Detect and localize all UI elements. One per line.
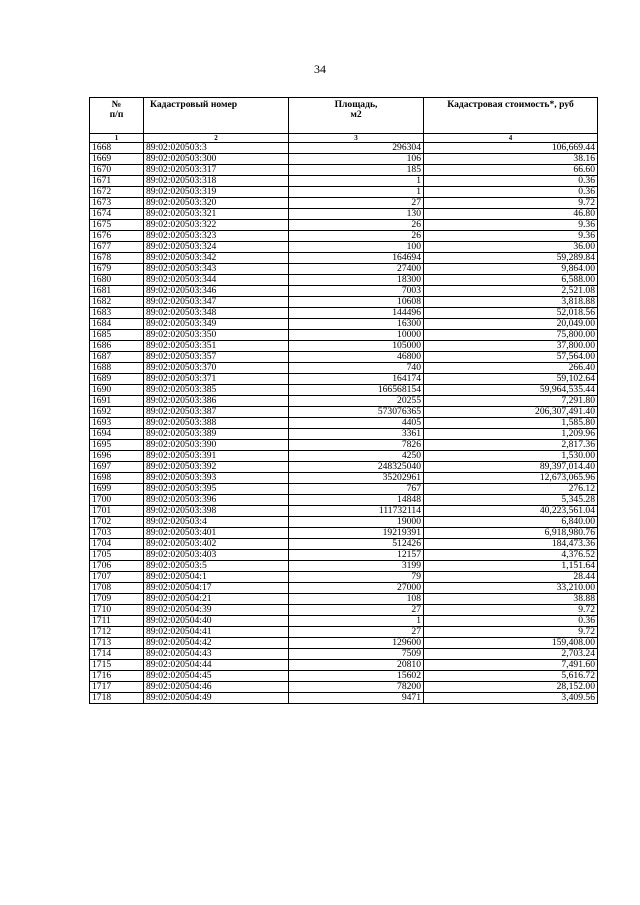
area-value: 35202961 <box>289 473 424 484</box>
table-row <box>90 638 598 649</box>
table-row <box>90 143 598 154</box>
area-value: 248325040 <box>289 462 424 473</box>
area-value: 78200 <box>289 682 424 693</box>
table-row <box>90 616 598 627</box>
cadastral-number: 89:02:020503:346 <box>144 286 289 297</box>
cadastral-number: 89:02:020504:49 <box>144 693 289 704</box>
cadastral-number: 89:02:020503:320 <box>144 198 289 209</box>
area-value: 164694 <box>289 253 424 264</box>
cost-value: 38.16 <box>424 154 598 165</box>
cost-value: 184,473.36 <box>424 539 598 550</box>
table-row <box>90 506 598 517</box>
cadastral-number: 89:02:020503:396 <box>144 495 289 506</box>
row-number: 1668 <box>90 143 144 154</box>
table-row <box>90 451 598 462</box>
row-number: 1680 <box>90 275 144 286</box>
row-number: 1677 <box>90 242 144 253</box>
row-number: 1704 <box>90 539 144 550</box>
cost-value: 75,800.00 <box>424 330 598 341</box>
cost-value: 33,210.00 <box>424 583 598 594</box>
cadastral-number: 89:02:020504:21 <box>144 594 289 605</box>
header-number: № п/п <box>90 98 144 134</box>
area-value: 27 <box>289 605 424 616</box>
cost-value: 9.72 <box>424 627 598 638</box>
table-row <box>90 187 598 198</box>
row-number: 1687 <box>90 352 144 363</box>
table-row <box>90 308 598 319</box>
row-number: 1715 <box>90 660 144 671</box>
table-row <box>90 682 598 693</box>
cost-value: 7,491.60 <box>424 660 598 671</box>
area-value: 20255 <box>289 396 424 407</box>
row-number: 1693 <box>90 418 144 429</box>
cadastral-number: 89:02:020503:344 <box>144 275 289 286</box>
table-row <box>90 693 598 704</box>
area-value: 26 <box>289 220 424 231</box>
area-value: 296304 <box>289 143 424 154</box>
page-number: 34 <box>314 62 326 76</box>
table-row <box>90 583 598 594</box>
row-number: 1678 <box>90 253 144 264</box>
cost-value: 3,409.56 <box>424 693 598 704</box>
cadastral-table <box>89 97 598 704</box>
cost-value: 28.44 <box>424 572 598 583</box>
row-number: 1669 <box>90 154 144 165</box>
table-row <box>90 539 598 550</box>
cadastral-number: 89:02:020504:40 <box>144 616 289 627</box>
column-index-row <box>90 134 598 143</box>
cadastral-number: 89:02:020504:1 <box>144 572 289 583</box>
area-value: 105000 <box>289 341 424 352</box>
table-row <box>90 605 598 616</box>
cost-value: 5,345.28 <box>424 495 598 506</box>
table-row <box>90 550 598 561</box>
cadastral-number: 89:02:020503:321 <box>144 209 289 220</box>
table-row <box>90 429 598 440</box>
row-number: 1698 <box>90 473 144 484</box>
row-number: 1713 <box>90 638 144 649</box>
cost-value: 0.36 <box>424 616 598 627</box>
row-number: 1717 <box>90 682 144 693</box>
table-row <box>90 264 598 275</box>
area-value: 20810 <box>289 660 424 671</box>
cadastral-number: 89:02:020503:318 <box>144 176 289 187</box>
row-number: 1676 <box>90 231 144 242</box>
table-row <box>90 561 598 572</box>
cadastral-number: 89:02:020503:322 <box>144 220 289 231</box>
cost-value: 1,530.00 <box>424 451 598 462</box>
area-value: 166568154 <box>289 385 424 396</box>
table-row <box>90 275 598 286</box>
table-row <box>90 572 598 583</box>
area-value: 46800 <box>289 352 424 363</box>
row-number: 1695 <box>90 440 144 451</box>
area-value: 26 <box>289 231 424 242</box>
area-value: 27000 <box>289 583 424 594</box>
table-row <box>90 352 598 363</box>
area-value: 129600 <box>289 638 424 649</box>
area-value: 15602 <box>289 671 424 682</box>
table-row <box>90 473 598 484</box>
cost-value: 6,918,980.76 <box>424 528 598 539</box>
table-row <box>90 594 598 605</box>
cadastral-number: 89:02:020503:402 <box>144 539 289 550</box>
cost-value: 6,840.00 <box>424 517 598 528</box>
cadastral-number: 89:02:020503:3 <box>144 143 289 154</box>
cadastral-number: 89:02:020503:398 <box>144 506 289 517</box>
area-value: 100 <box>289 242 424 253</box>
row-number: 1709 <box>90 594 144 605</box>
cost-value: 89,397,014.40 <box>424 462 598 473</box>
area-value: 10000 <box>289 330 424 341</box>
row-number: 1673 <box>90 198 144 209</box>
row-number: 1684 <box>90 319 144 330</box>
cadastral-number: 89:02:020503:393 <box>144 473 289 484</box>
row-number: 1711 <box>90 616 144 627</box>
row-number: 1692 <box>90 407 144 418</box>
cost-value: 106,669.44 <box>424 143 598 154</box>
area-value: 108 <box>289 594 424 605</box>
column-index: 2 <box>144 134 289 143</box>
table-row <box>90 484 598 495</box>
area-value: 79 <box>289 572 424 583</box>
cost-value: 59,964,535.44 <box>424 385 598 396</box>
area-value: 1 <box>289 616 424 627</box>
column-index: 4 <box>424 134 598 143</box>
cost-value: 52,018.56 <box>424 308 598 319</box>
cost-value: 1,209.96 <box>424 429 598 440</box>
cadastral-number: 89:02:020503:324 <box>144 242 289 253</box>
cost-value: 7,291.80 <box>424 396 598 407</box>
table-row <box>90 341 598 352</box>
cadastral-number: 89:02:020503:401 <box>144 528 289 539</box>
row-number: 1710 <box>90 605 144 616</box>
cost-value: 40,223,561.04 <box>424 506 598 517</box>
cadastral-number: 89:02:020503:319 <box>144 187 289 198</box>
row-number: 1686 <box>90 341 144 352</box>
area-value: 512426 <box>289 539 424 550</box>
area-value: 18300 <box>289 275 424 286</box>
area-value: 10608 <box>289 297 424 308</box>
cost-value: 6,588.00 <box>424 275 598 286</box>
area-value: 1 <box>289 187 424 198</box>
area-value: 185 <box>289 165 424 176</box>
row-number: 1697 <box>90 462 144 473</box>
row-number: 1691 <box>90 396 144 407</box>
table-body <box>90 143 598 704</box>
area-value: 4250 <box>289 451 424 462</box>
cost-value: 4,376.52 <box>424 550 598 561</box>
table-row <box>90 198 598 209</box>
cadastral-number: 89:02:020503:388 <box>144 418 289 429</box>
area-value: 4405 <box>289 418 424 429</box>
row-number: 1670 <box>90 165 144 176</box>
cadastral-number: 89:02:020503:351 <box>144 341 289 352</box>
row-number: 1706 <box>90 561 144 572</box>
area-value: 12157 <box>289 550 424 561</box>
row-number: 1694 <box>90 429 144 440</box>
cadastral-number: 89:02:020503:323 <box>144 231 289 242</box>
cadastral-number: 89:02:020503:343 <box>144 264 289 275</box>
table-row <box>90 165 598 176</box>
area-value: 16300 <box>289 319 424 330</box>
area-value: 19000 <box>289 517 424 528</box>
row-number: 1683 <box>90 308 144 319</box>
cost-value: 59,289.84 <box>424 253 598 264</box>
cadastral-number: 89:02:020503:390 <box>144 440 289 451</box>
column-index: 3 <box>289 134 424 143</box>
cadastral-number: 89:02:020504:42 <box>144 638 289 649</box>
cadastral-number: 89:02:020503:395 <box>144 484 289 495</box>
table-row <box>90 396 598 407</box>
cost-value: 2,703.24 <box>424 649 598 660</box>
cadastral-number: 89:02:020503:389 <box>144 429 289 440</box>
table-row <box>90 176 598 187</box>
row-number: 1672 <box>90 187 144 198</box>
cadastral-number: 89:02:020503:300 <box>144 154 289 165</box>
cost-value: 0.36 <box>424 176 598 187</box>
header-cadastral-number: Кадастровый номер <box>144 98 289 134</box>
row-number: 1699 <box>90 484 144 495</box>
area-value: 740 <box>289 363 424 374</box>
row-number: 1702 <box>90 517 144 528</box>
cadastral-number: 89:02:020504:43 <box>144 649 289 660</box>
cadastral-number: 89:02:020504:45 <box>144 671 289 682</box>
area-value: 144496 <box>289 308 424 319</box>
area-value: 1 <box>289 176 424 187</box>
area-value: 14848 <box>289 495 424 506</box>
table-row <box>90 242 598 253</box>
area-value: 573076365 <box>289 407 424 418</box>
area-value: 7826 <box>289 440 424 451</box>
cadastral-number: 89:02:020503:392 <box>144 462 289 473</box>
table-row <box>90 528 598 539</box>
cadastral-number: 89:02:020503:348 <box>144 308 289 319</box>
table-row <box>90 330 598 341</box>
cadastral-number: 89:02:020503:342 <box>144 253 289 264</box>
cost-value: 57,564.00 <box>424 352 598 363</box>
table-row <box>90 154 598 165</box>
cost-value: 9,864.00 <box>424 264 598 275</box>
cadastral-number: 89:02:020503:347 <box>144 297 289 308</box>
cadastral-number: 89:02:020503:370 <box>144 363 289 374</box>
cost-value: 1,585.80 <box>424 418 598 429</box>
area-value: 27400 <box>289 264 424 275</box>
cadastral-number: 89:02:020503:4 <box>144 517 289 528</box>
table-row <box>90 220 598 231</box>
cost-value: 20,049.00 <box>424 319 598 330</box>
area-value: 7003 <box>289 286 424 297</box>
cost-value: 2,521.08 <box>424 286 598 297</box>
row-number: 1690 <box>90 385 144 396</box>
cost-value: 9.72 <box>424 605 598 616</box>
cost-value: 36.00 <box>424 242 598 253</box>
cost-value: 0.36 <box>424 187 598 198</box>
area-value: 3361 <box>289 429 424 440</box>
cadastral-number: 89:02:020503:403 <box>144 550 289 561</box>
cost-value: 3,818.88 <box>424 297 598 308</box>
row-number: 1700 <box>90 495 144 506</box>
table-row <box>90 462 598 473</box>
table-row <box>90 418 598 429</box>
row-number: 1688 <box>90 363 144 374</box>
area-value: 106 <box>289 154 424 165</box>
area-value: 7509 <box>289 649 424 660</box>
cadastral-number: 89:02:020503:387 <box>144 407 289 418</box>
row-number: 1682 <box>90 297 144 308</box>
cadastral-number: 89:02:020503:357 <box>144 352 289 363</box>
row-number: 1679 <box>90 264 144 275</box>
cadastral-number: 89:02:020503:385 <box>144 385 289 396</box>
table-row <box>90 495 598 506</box>
cost-value: 266.40 <box>424 363 598 374</box>
row-number: 1675 <box>90 220 144 231</box>
table-row <box>90 385 598 396</box>
area-value: 3199 <box>289 561 424 572</box>
row-number: 1714 <box>90 649 144 660</box>
cadastral-number: 89:02:020503:386 <box>144 396 289 407</box>
table-row <box>90 209 598 220</box>
area-value: 9471 <box>289 693 424 704</box>
row-number: 1696 <box>90 451 144 462</box>
table-row <box>90 319 598 330</box>
cadastral-number: 89:02:020503:350 <box>144 330 289 341</box>
cost-value: 5,616.72 <box>424 671 598 682</box>
cadastral-number: 89:02:020503:5 <box>144 561 289 572</box>
cost-value: 28,152.00 <box>424 682 598 693</box>
row-number: 1716 <box>90 671 144 682</box>
cost-value: 159,408.00 <box>424 638 598 649</box>
table-row <box>90 627 598 638</box>
table-row <box>90 440 598 451</box>
cadastral-number: 89:02:020504:17 <box>144 583 289 594</box>
row-number: 1685 <box>90 330 144 341</box>
table-row <box>90 231 598 242</box>
cost-value: 276.12 <box>424 484 598 495</box>
header-area: Площадь, м2 <box>289 98 424 134</box>
cost-value: 12,673,065.96 <box>424 473 598 484</box>
cost-value: 9.72 <box>424 198 598 209</box>
row-number: 1718 <box>90 693 144 704</box>
cadastral-number: 89:02:020503:371 <box>144 374 289 385</box>
row-number: 1671 <box>90 176 144 187</box>
table-row <box>90 517 598 528</box>
area-value: 767 <box>289 484 424 495</box>
cost-value: 2,817.36 <box>424 440 598 451</box>
cadastral-number: 89:02:020504:41 <box>144 627 289 638</box>
cost-value: 9.36 <box>424 231 598 242</box>
table-row <box>90 407 598 418</box>
area-value: 164174 <box>289 374 424 385</box>
cost-value: 66.60 <box>424 165 598 176</box>
table-row <box>90 649 598 660</box>
row-number: 1712 <box>90 627 144 638</box>
cadastral-number: 89:02:020503:349 <box>144 319 289 330</box>
row-number: 1701 <box>90 506 144 517</box>
table-row <box>90 660 598 671</box>
row-number: 1674 <box>90 209 144 220</box>
table-row <box>90 253 598 264</box>
header-cadastral-cost: Кадастровая стоимость*, руб <box>424 98 598 134</box>
cost-value: 206,307,491.40 <box>424 407 598 418</box>
area-value: 27 <box>289 627 424 638</box>
cadastral-number: 89:02:020503:317 <box>144 165 289 176</box>
cadastral-number: 89:02:020504:46 <box>144 682 289 693</box>
cost-value: 59,102.64 <box>424 374 598 385</box>
row-number: 1705 <box>90 550 144 561</box>
table-row <box>90 374 598 385</box>
row-number: 1707 <box>90 572 144 583</box>
table-row <box>90 297 598 308</box>
area-value: 130 <box>289 209 424 220</box>
cost-value: 1,151.64 <box>424 561 598 572</box>
row-number: 1681 <box>90 286 144 297</box>
row-number: 1689 <box>90 374 144 385</box>
header-row <box>90 98 598 134</box>
cost-value: 38.88 <box>424 594 598 605</box>
table-row <box>90 363 598 374</box>
column-index: 1 <box>90 134 144 143</box>
area-value: 111732114 <box>289 506 424 517</box>
cadastral-number: 89:02:020504:44 <box>144 660 289 671</box>
cadastral-number: 89:02:020503:391 <box>144 451 289 462</box>
area-value: 19219391 <box>289 528 424 539</box>
row-number: 1708 <box>90 583 144 594</box>
table-row <box>90 671 598 682</box>
table-row <box>90 286 598 297</box>
cost-value: 46.80 <box>424 209 598 220</box>
cost-value: 37,800.00 <box>424 341 598 352</box>
row-number: 1703 <box>90 528 144 539</box>
area-value: 27 <box>289 198 424 209</box>
cost-value: 9.36 <box>424 220 598 231</box>
cadastral-number: 89:02:020504:39 <box>144 605 289 616</box>
